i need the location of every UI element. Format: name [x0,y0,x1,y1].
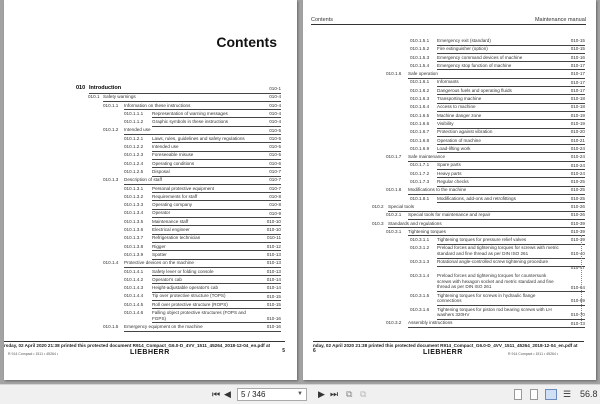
toc-title[interactable]: Special tools for maintenance and repair [408,212,585,220]
toc-page: 010-15 [266,301,281,307]
toc-row[interactable] [4,284,281,292]
toc-title[interactable]: Disposal [152,169,281,177]
liebherr-logo: LIEBHERR [423,349,463,356]
toc-page: 010-24 [570,162,585,168]
toc-page: 010-19 [570,121,585,127]
toc-row[interactable] [4,243,281,251]
toc-number: 010.3.1.2 [410,245,430,251]
footer-doc-id: R 914 Compact • 1511 • 45264 • [508,352,559,356]
toc-title[interactable]: Protective devices on the machine [124,260,281,268]
toc-page: 010-39 [570,220,585,226]
toc-number: 010.1.3 [103,177,119,183]
toc-title[interactable]: Fire extinguisher (option) [437,46,585,54]
toc-title[interactable]: Personal protective equipment [152,186,281,194]
toc-number: 010.1.2 [103,127,119,133]
copy-icon[interactable]: ⧉ [346,389,353,399]
toc-row[interactable] [4,259,281,267]
toc-title[interactable]: Preload forces and tightening torques for screws with metric standard and fine thread as per DIN ISO 261 [437,245,585,258]
contents-title: Contents [216,34,277,50]
toc-row[interactable] [4,193,281,201]
toc-title[interactable]: Refrigeration technician [152,235,281,243]
toc-row[interactable] [4,251,281,259]
toc-row[interactable] [303,137,585,145]
toc-title[interactable]: Special tools [388,204,585,212]
toc-title[interactable]: Tightening torques for pressure relief valves [437,237,585,245]
toc-page: 010-14 [266,285,281,291]
toc-number: 010.1.1.2 [124,119,144,125]
header-right: Maintenance manual [534,17,586,23]
toc-page: 010-14 [266,276,281,282]
toc-title[interactable]: Transporting machine [437,96,585,104]
page-number: 5 [282,348,285,354]
toc-number: 010.1.6.9 [410,145,430,151]
toc-row[interactable] [303,228,585,236]
toc-title[interactable]: Emergency command devices of machine [437,55,585,63]
toc-page: 010-9 [269,210,281,216]
toc-number: 010.2.1 [386,212,402,218]
toc-row[interactable] [303,128,585,136]
header-left: Contents [311,17,334,23]
toc-number: 010.1.3.3 [124,202,144,208]
toc-title[interactable]: Operator's cab [152,277,281,285]
toc-number: 010.1.2.4 [124,160,144,166]
toc-number: 010.1.5.4 [410,62,430,68]
toc-row[interactable] [4,226,281,234]
toc-title[interactable]: Operating conditions [152,161,281,169]
toc-title[interactable]: Safe operation [408,71,585,79]
toc-number: 010.1.6.6 [410,120,430,126]
toc-row[interactable] [4,168,281,176]
zoom-level[interactable]: 56.8 [580,389,598,399]
toc-row[interactable] [4,309,281,323]
toc-number: 010.3.1.5 [410,292,430,298]
paste-icon[interactable]: ⧉ [360,389,367,399]
page-field-value: 5 / 346 [241,390,266,399]
continuous-view-icon[interactable] [530,389,538,400]
previous-page-icon[interactable]: ◀ [224,389,231,399]
toc-page: 010-70 [570,312,585,318]
toc-number: 010.1.2.1 [124,135,144,141]
toc-number: 010.1.4.3 [124,285,144,291]
toc-row[interactable] [4,218,281,226]
toc-row[interactable] [4,118,281,126]
toc-number: 010.1.6.3 [410,96,430,102]
toc-row[interactable] [4,160,281,168]
toc-number: 010.1.3.4 [124,210,144,216]
toc-page: 010-18 [570,104,585,110]
toc-title[interactable]: Tightening torques for piston rod bearing screws with LH washers 320HV [437,307,585,320]
toc-title[interactable]: Preload forces and tightening torques for countersunk screws with hexagon socket and metric standard and fine thread as per DIN ISO 261 [437,273,585,292]
toc-page: 010-39 [570,237,585,243]
toc-page: 010-47 [570,265,585,271]
toc-page: 010-4 [269,111,281,116]
toc-page: 010-25 [570,195,585,201]
toc-title[interactable]: Visibility [437,121,585,129]
toc-number: 010.1.5.2 [410,46,430,52]
toc-number: 010.1.5.3 [410,54,430,60]
toc-row[interactable] [303,306,585,320]
toc-page: 010-21 [570,137,585,143]
toc-page: 010-7 [269,169,281,175]
toc-title[interactable]: Operation of machine [437,138,585,146]
page-number: 6 [313,348,316,354]
toc-number: 010.3 [372,220,384,226]
toc-title[interactable]: Operating company [152,202,281,210]
toc-page: 010-20 [570,129,585,135]
toc-title[interactable]: Load-lifting work [437,146,585,154]
toc-row[interactable] [303,153,585,161]
toc-title[interactable]: Modifications to the machine [408,187,585,195]
toc-page: 010-26 [570,212,585,218]
toc-page: 010-10 [266,218,281,224]
toc-row[interactable] [303,37,585,45]
toc-number: 010.1.3.2 [124,193,144,199]
toc-title[interactable]: Access to machine [437,104,585,112]
toc-page: 010-24 [570,170,585,176]
toc-page: 010-6 [269,160,281,166]
toc-number: 010.1.6.1 [410,79,430,85]
toc-page: 010-5 [269,127,281,133]
toc-page: 010-69 [570,298,585,304]
toc-number: 010.1.7.3 [410,179,430,185]
toc-title[interactable]: Foreseeable misuse [152,152,281,160]
toc-row[interactable] [4,201,281,209]
toc-number: 010.1.8 [386,187,402,193]
toc-row[interactable] [303,203,585,211]
toc-title[interactable]: Introduction [89,86,281,94]
toc-number: 010.1.1 [103,102,119,108]
toc-page: 010-25 [570,179,585,185]
page-number-input[interactable] [237,388,307,401]
toc-page: 010-17 [570,87,585,93]
toc-page: 010-5 [269,152,281,158]
toc-page: 010-12 [266,243,281,249]
toc-title[interactable]: Emergency exit (standard) [437,38,585,46]
toc-title[interactable]: Tightening torques [408,229,585,237]
toc-row[interactable] [303,292,585,306]
toc-row[interactable] [303,120,585,128]
toc-number: 010.1.2.5 [124,168,144,174]
toc-row[interactable] [303,186,585,194]
toc-title[interactable]: Heavy parts [437,171,585,179]
toc-page: 010-11 [267,235,281,241]
toc-page: 010-64 [570,284,585,290]
toc-page: 010-13 [266,252,281,258]
toc-title[interactable]: Emergency stop function of machine [437,63,585,71]
toc-number: 010.1.3.6 [124,227,144,233]
toc-page: 010-7 [269,185,281,191]
toc-number: 010.1.7.1 [410,162,430,168]
toc-page: 010-8 [269,202,281,208]
toc-row[interactable] [4,102,281,110]
toc-title[interactable]: Roll over protective structure (ROPS) [152,302,281,310]
toc-row[interactable] [4,209,281,217]
toc-number: 010.1.4.5 [124,301,144,307]
toc-number: 010.1.3.5 [124,218,144,224]
toc-row[interactable] [4,276,281,284]
toc-number: 010.1.8.1 [410,195,430,201]
toc-number: 010.1.3.9 [124,251,144,257]
toc-number: 010.3.2 [386,320,402,326]
toc-page: 010-73 [570,320,585,326]
toc-row[interactable] [303,54,585,62]
toc-title[interactable]: Modifications, add-ons and retrofittings [437,196,585,204]
toc-title[interactable]: Dangerous fuels and operating fluids [437,88,585,96]
toc-page: 010-13 [266,268,281,274]
toc-page: 010-39 [570,228,585,234]
toc-number: 010.1.6.5 [410,112,430,118]
toc-number: 010.3.1.1 [410,237,430,243]
toc-number: 010.3.1 [386,228,402,234]
toc-title[interactable]: Tightening torques for screws in hydraulic flange connections [437,293,585,306]
toc-page: 010-15 [570,38,585,44]
toc-page: 010-4 [269,102,281,108]
toc-page: 010-17 [570,71,585,77]
toc-number: 010.1.7.2 [410,170,430,176]
toc-title[interactable]: Intended use [124,127,281,135]
toc-row[interactable] [4,323,281,331]
toc-title[interactable]: Informants [437,79,585,87]
toc-title[interactable]: Rigger [152,244,281,252]
toc-number: 010.1.6.8 [410,137,430,143]
toc-row[interactable] [303,220,585,228]
toc-page: 010-17 [570,63,585,68]
toc-page: 010-4 [269,119,281,125]
toc-row[interactable] [303,195,585,203]
toc-title[interactable]: Maintenance staff [152,219,281,227]
toc-title[interactable]: Regular checks [437,179,585,187]
toc-page: 010-16 [266,324,281,330]
pdf-toolbar [0,384,600,404]
toc-number: 010.1 [88,94,100,100]
toc-page: 010-15 [266,293,281,299]
toc-title[interactable]: Emergency equipment on the machine [124,324,281,332]
toc-number: 010.1.3.8 [124,243,144,249]
toc-row[interactable] [4,85,281,93]
toc-title[interactable]: Protection against vibration [437,129,585,137]
liebherr-logo: LIEBHERR [130,349,170,356]
toc-number: 010.1.4.4 [124,293,144,299]
toc-row[interactable] [303,95,585,103]
toc-title[interactable]: Graphic symbols in these instructions [152,119,281,127]
toc-title[interactable]: Representation of warning messages [152,111,281,119]
toc-row[interactable] [303,103,585,111]
toc-row[interactable] [303,78,585,86]
toc-number: 010.1.5.1 [410,38,430,43]
toc-page: 010-4 [269,94,281,100]
toc-title[interactable]: Electrical engineer [152,227,281,235]
toc-row[interactable] [4,135,281,143]
toc-title[interactable]: Intended use [152,144,281,152]
toc-page: 010-8 [269,193,281,199]
toc-row[interactable] [4,301,281,309]
toc-row[interactable] [303,319,585,327]
toc-page: 010-25 [570,187,585,193]
toc-page: 010-5 [269,144,281,150]
toc-title[interactable]: Operator [152,210,281,218]
last-page-icon[interactable]: ⏭ [330,389,339,399]
toc-title[interactable]: Description of staff [124,177,281,185]
toc-row[interactable] [303,87,585,95]
toc-number: 010.1.3.7 [124,235,144,241]
toc-number: 010.3.1.6 [410,306,430,312]
two-page-view-icon[interactable] [545,389,557,400]
toc-page: 010-24 [570,154,585,160]
toc-row[interactable] [4,93,281,101]
toc-number: 010.1.6 [386,71,402,77]
toc-row[interactable] [303,161,585,169]
toc-page: 010-40 [570,251,585,257]
toc-number: 010.1.6.7 [410,129,430,135]
toc-row[interactable] [4,126,281,134]
toc-number: 010.1.7 [386,154,402,160]
toc-row[interactable] [303,236,585,244]
toc-page: 010-24 [570,145,585,151]
toc-row[interactable] [303,112,585,120]
toc-title[interactable]: Standards and regulations [388,221,585,229]
toc-number: 010.2 [372,203,384,209]
toc-page: 010-19 [570,112,585,118]
toc-row[interactable] [303,170,585,178]
toc-row[interactable] [4,176,281,184]
chevron-down-icon[interactable]: ▼ [297,391,303,397]
toc-number: 010.1.6.2 [410,87,430,93]
toc-page: 010-5 [269,135,281,141]
toc-title[interactable]: Information on these instructions [124,103,281,111]
right-page [303,0,596,380]
next-page-icon[interactable]: ▶ [318,389,325,399]
footer-print-info: nday, 02 April 2020 21:38 printed this protected document R914_Compact_G6.0-D_4VV_1511_45264_2018-12-04_en.pdf at [313,343,578,348]
page-header [311,17,586,25]
toc-row[interactable] [303,45,585,53]
toc-page: 010-17 [570,79,585,85]
left-page [4,0,297,380]
toc-title[interactable]: Tip over protective structure (TOPS) [152,293,281,301]
toc-number: 010.1.3.1 [124,185,144,191]
toc-number: 010.1.5 [103,323,119,329]
toc-list [4,85,281,331]
toc-number: 010.1.2.2 [124,144,144,150]
first-page-icon[interactable]: ⏮ [212,389,221,399]
footer-print-info: rsday, 02 April 2020 21:38 printed this protected document R914_Compact_G6.0-D_4VV_1511_45264_2018-12-04_en.pdf at [4,343,271,348]
continuous-two-page-icon[interactable]: ☰ [563,389,572,399]
toc-page: 010-15 [570,46,585,52]
toc-title[interactable]: Spotter [152,252,281,260]
toc-title[interactable]: Machine danger zone [437,113,585,121]
toc-row[interactable] [4,234,281,242]
toc-title[interactable]: Requirements for staff [152,194,281,202]
toc-title[interactable]: Assembly instructions [408,320,585,328]
toc-title[interactable]: Falling object protective structures (FOPS and FGPS) [152,310,281,323]
toc-row[interactable] [4,292,281,300]
side-watermark [581,235,583,325]
toc-row[interactable] [303,272,585,292]
toc-row[interactable] [4,110,281,118]
toc-page: 010-7 [269,177,281,183]
toc-number: 010.1.4.6 [124,310,144,316]
toc-number: 010.1.4.1 [124,268,144,274]
toc-row[interactable] [4,268,281,276]
toc-row[interactable] [4,185,281,193]
toc-title[interactable]: Safe maintenance [408,154,585,162]
toc-row[interactable] [4,151,281,159]
toc-title[interactable]: Spare parts [437,162,585,170]
toc-number: 010 [76,85,86,91]
toc-page: 010-16 [266,315,281,321]
toc-title[interactable]: Safety warnings [103,94,281,102]
toc-row[interactable] [303,244,585,258]
toc-page: 010-13 [266,260,281,266]
toc-row[interactable] [303,211,585,219]
toc-row[interactable] [303,70,585,78]
single-page-view-icon[interactable] [514,389,522,400]
toc-page: 010-26 [570,204,585,210]
toc-number: 010.1.4 [103,260,119,266]
toc-page: 010-16 [570,54,585,60]
toc-title[interactable]: Height-adjustable operator's cab [152,285,281,293]
toc-title[interactable]: Rotational angle-controlled screw tightening procedure [437,259,585,267]
toc-list [303,37,585,328]
toc-title[interactable]: Laws, rules, guidelines and safety regulations [152,136,281,144]
toc-row[interactable] [303,62,585,70]
toc-row[interactable] [303,258,585,272]
toc-page: 010-10 [266,227,281,233]
toc-row[interactable] [303,145,585,153]
toc-number: 010.1.4.2 [124,276,144,282]
toc-number: 010.3.1.4 [410,273,430,279]
toc-page: 010-1 [269,86,281,92]
toc-number: 010.3.1.3 [410,259,430,265]
toc-page: 010-18 [570,96,585,102]
toc-number: 010.1.6.4 [410,104,430,110]
toc-title[interactable]: Safety lever or folding console [152,269,281,277]
toc-row[interactable] [4,143,281,151]
toc-row[interactable] [303,178,585,186]
toc-number: 010.1.1.1 [124,110,144,116]
footer-doc-id: R 914 Compact • 1511 • 45264 • [8,352,59,356]
toc-number: 010.1.2.3 [124,152,144,158]
